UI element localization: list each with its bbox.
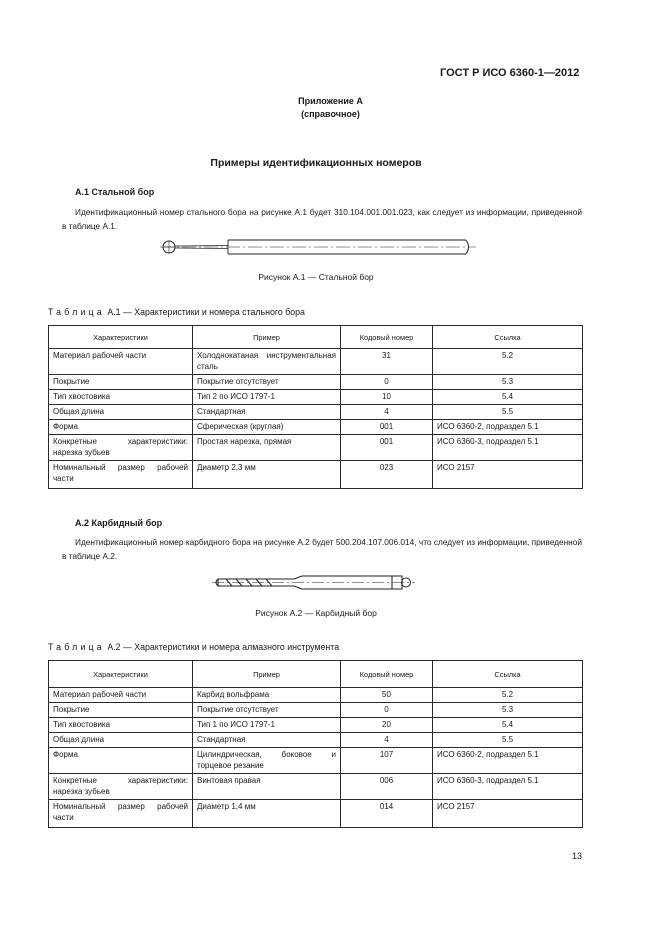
- table-cell: ИСО 6360-2, подраздел 5.1: [433, 420, 583, 435]
- table-row: [49, 688, 583, 703]
- table-cell: Материал рабочей части: [49, 688, 193, 703]
- table-cell: Материал рабочей части: [49, 349, 193, 375]
- table-row: [49, 461, 583, 489]
- section-a2-title: А.2 Карбидный бор: [75, 518, 163, 528]
- main-heading: Примеры идентификационных номеров: [210, 157, 422, 169]
- table-row: [49, 349, 583, 375]
- section-a1-paragraph: Идентификационный номер стального бора на рисунке А.1 будет 310.104.001.001.023, как следует из информации, приведенной в таблице А.1.: [62, 207, 582, 231]
- table-cell: 10: [341, 390, 433, 405]
- figure-a1-steel-bur-drawing: [160, 236, 480, 260]
- figure-a2-caption: Рисунок А.2 — Карбидный бор: [255, 608, 377, 618]
- standard-designation: ГОСТ Р ИСО 6360-1—2012: [440, 67, 580, 79]
- column-header: Кодовый номер: [341, 661, 433, 688]
- table-cell: Конкретные характеристики: нарезка зубьев: [49, 774, 193, 800]
- table-cell: 5.4: [433, 390, 583, 405]
- table-cell: Тип хвостовика: [49, 390, 193, 405]
- table-row: [49, 774, 583, 800]
- table-cell: 31: [341, 349, 433, 375]
- table-row: [49, 435, 583, 461]
- column-header: Характеристики: [49, 661, 193, 688]
- table-cell: ИСО 2157: [433, 800, 583, 828]
- table-cell: Общая длина: [49, 405, 193, 420]
- section-a1-title: А.1 Стальной бор: [75, 187, 155, 197]
- table-cell: 0: [341, 703, 433, 718]
- column-header: Ссылка: [433, 661, 583, 688]
- appendix-note: (справочное): [301, 109, 360, 119]
- page-number: 13: [572, 851, 583, 861]
- table-row: [49, 748, 583, 774]
- table-cell: ИСО 6360-2, подраздел 5.1: [433, 748, 583, 774]
- table-cell: Диаметр 1,4 мм: [193, 800, 341, 828]
- table-cell: Стандартная: [193, 405, 341, 420]
- column-header: Ссылка: [433, 326, 583, 349]
- table-row: [49, 718, 583, 733]
- table-row: [49, 390, 583, 405]
- table-cell: Конкретные характеристики: нарезка зубьев: [49, 435, 193, 461]
- table-cell: 023: [341, 461, 433, 489]
- appendix-title: Приложение А: [298, 96, 363, 106]
- table-a2-caption-text: А.2 — Характеристики и номера алмазного инструмента: [104, 642, 340, 652]
- table-header-row: [49, 326, 583, 349]
- table-cell: Холоднокатаная инструментальная сталь: [193, 349, 341, 375]
- table-cell: 20: [341, 718, 433, 733]
- column-header: Пример: [193, 326, 341, 349]
- table-cell: Форма: [49, 420, 193, 435]
- table-cell: Номинальный размер рабочей части: [49, 461, 193, 489]
- table-cell: Сферическая (круглая): [193, 420, 341, 435]
- table-cell: Винтовая правая: [193, 774, 341, 800]
- table-cell: ИСО 2157: [433, 461, 583, 489]
- table-cell: Покрытие: [49, 375, 193, 390]
- table-a1-caption-text: А.1 — Характеристики и номера стального бора: [104, 307, 305, 317]
- table-cell: 5.5: [433, 405, 583, 420]
- table-cell: 5.3: [433, 375, 583, 390]
- table-row: [49, 800, 583, 828]
- table-cell: 001: [341, 420, 433, 435]
- figure-a2-carbide-bur-drawing: [212, 570, 417, 596]
- table-row: [49, 405, 583, 420]
- table-cell: 5.2: [433, 688, 583, 703]
- table-cell: 5.5: [433, 733, 583, 748]
- table-a2: [48, 660, 583, 828]
- table-cell: Простая нарезка, прямая: [193, 435, 341, 461]
- table-cell: Покрытие: [49, 703, 193, 718]
- table-cell: Тип 2 по ИСО 1797-1: [193, 390, 341, 405]
- table-cell: 4: [341, 733, 433, 748]
- section-a2-paragraph: Идентификационный номер карбидного бора на рисунке А.2 будет 500.204.107.006.014, что следует из информации, приведенной в таблице А.2.: [62, 537, 582, 561]
- table-a1: [48, 325, 583, 489]
- table-cell: Форма: [49, 748, 193, 774]
- table-cell: Диаметр 2,3 мм: [193, 461, 341, 489]
- table-cell: 5.4: [433, 718, 583, 733]
- table-cell: 107: [341, 748, 433, 774]
- table-row: [49, 420, 583, 435]
- column-header: Пример: [193, 661, 341, 688]
- table-a1-caption: [48, 307, 305, 317]
- table-cell: 50: [341, 688, 433, 703]
- table-cell: 5.3: [433, 703, 583, 718]
- table-cell: Цилиндрическая, боковое и торцевое резание: [193, 748, 341, 774]
- table-a2-caption: [48, 642, 339, 652]
- table-cell: Стандартная: [193, 733, 341, 748]
- table-row: [49, 703, 583, 718]
- table-cell: 5.2: [433, 349, 583, 375]
- table-row: [49, 375, 583, 390]
- table-cell: Общая длина: [49, 733, 193, 748]
- column-header: Кодовый номер: [341, 326, 433, 349]
- table-cell: Покрытие отсутствует: [193, 375, 341, 390]
- table-a1-caption-prefix: Таблица: [48, 307, 105, 317]
- table-cell: Покрытие отсутствует: [193, 703, 341, 718]
- table-header-row: [49, 661, 583, 688]
- table-cell: 0: [341, 375, 433, 390]
- table-row: [49, 733, 583, 748]
- table-cell: ИСО 6360-3, подраздел 5.1: [433, 435, 583, 461]
- table-cell: Карбид вольфрама: [193, 688, 341, 703]
- table-cell: 4: [341, 405, 433, 420]
- table-cell: ИСО 6360-3, подраздел 5.1: [433, 774, 583, 800]
- table-cell: Тип 1 по ИСО 1797-1: [193, 718, 341, 733]
- table-cell: Номинальный размер рабочей части: [49, 800, 193, 828]
- table-a2-caption-prefix: Таблица: [48, 642, 105, 652]
- table-cell: 014: [341, 800, 433, 828]
- table-cell: 001: [341, 435, 433, 461]
- column-header: Характеристики: [49, 326, 193, 349]
- table-cell: 006: [341, 774, 433, 800]
- table-cell: Тип хвостовика: [49, 718, 193, 733]
- figure-a1-caption: Рисунок А.1 — Стальной бор: [258, 272, 374, 282]
